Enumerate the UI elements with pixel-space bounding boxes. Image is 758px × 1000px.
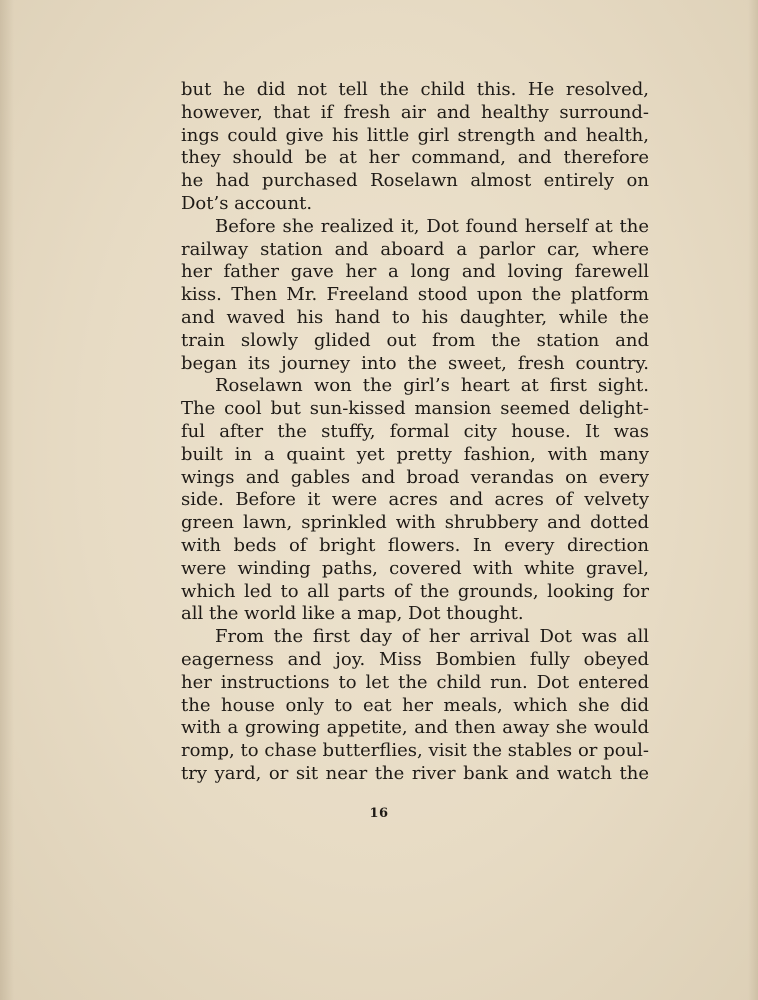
text-line: with beds of bright flowers. In every direction <box>181 534 649 556</box>
text-line: he had purchased Roselawn almost entirely on <box>181 170 649 192</box>
page-number: 16 <box>369 806 389 821</box>
text-line: which led to all parts of the grounds, looking for <box>181 580 649 602</box>
text-line: the house only to eat her meals, which she did <box>181 694 649 716</box>
text-line: The cool but sun-kissed mansion seemed delight- <box>181 398 649 420</box>
text-line: railway station and aboard a parlor car, where <box>181 238 649 260</box>
text-line: were winding paths, covered with white gravel, <box>181 557 649 579</box>
text-line: romp, to chase butterflies, visit the stables or poul- <box>181 740 649 762</box>
text-line: wings and gables and broad verandas on every <box>181 466 649 488</box>
paragraph-3 <box>181 375 649 626</box>
text-line: they should be at her command, and therefore <box>181 147 649 169</box>
paragraph-2 <box>181 216 649 376</box>
text-line: built in a quaint yet pretty fashion, with many <box>181 443 649 465</box>
text-line: with a growing appetite, and then away she would <box>181 717 649 739</box>
text-line: her father gave her a long and loving farewell <box>181 261 649 283</box>
text-line: try yard, or sit near the river bank and watch the <box>181 762 649 784</box>
paragraph-4 <box>181 626 649 786</box>
text-line: began its journey into the sweet, fresh country. <box>181 352 649 374</box>
text-line: Before she realized it, Dot found herself at the <box>215 215 649 237</box>
text-line: however, that if fresh air and healthy surround- <box>181 101 649 123</box>
text-line: ful after the stuffy, formal city house. It was <box>181 420 649 442</box>
text-line: side. Before it were acres and acres of velvety <box>181 489 649 511</box>
text-line: Roselawn won the girl’s heart at first sight. <box>215 375 649 397</box>
text-line: but he did not tell the child this. He resolved, <box>181 79 649 100</box>
text-line: green lawn, sprinkled with shrubbery and dotted <box>181 512 649 534</box>
text-line: and waved his hand to his daughter, while the <box>181 306 649 328</box>
text-line: train slowly glided out from the station and <box>181 329 649 351</box>
text-line: eagerness and joy. Miss Bombien fully obeyed <box>181 648 649 670</box>
paragraph-1 <box>181 79 649 216</box>
body-text <box>181 79 649 786</box>
text-line: all the world like a map, Dot thought. <box>181 603 524 625</box>
text-line: ings could give his little girl strength and health, <box>181 124 649 146</box>
text-line: Dot’s account. <box>181 192 313 214</box>
text-line: From the first day of her arrival Dot was all <box>215 626 649 648</box>
text-line: her instructions to let the child run. Dot entered <box>181 671 649 693</box>
text-line: kiss. Then Mr. Freeland stood upon the platform <box>181 284 649 306</box>
